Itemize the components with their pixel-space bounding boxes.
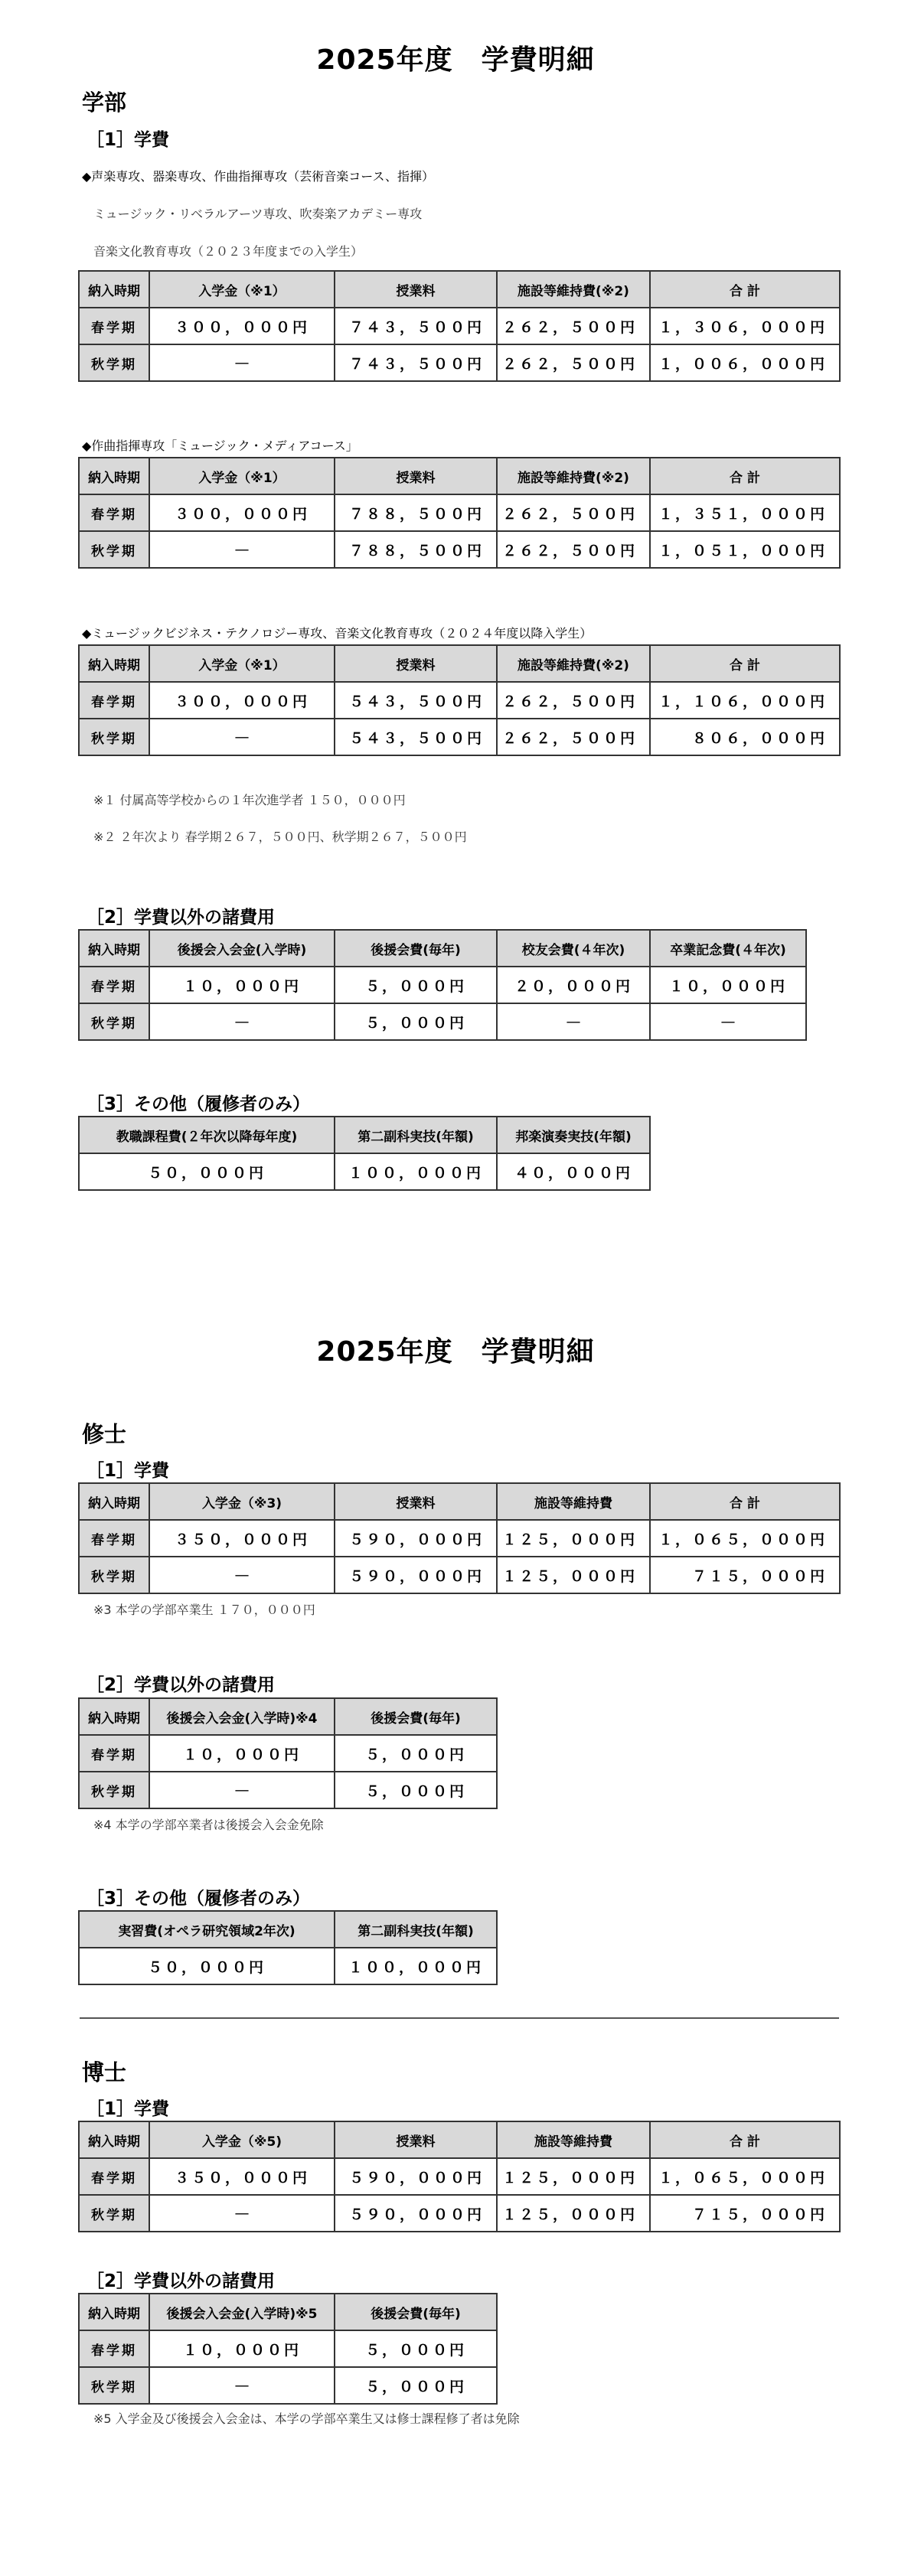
- note-majors-b: ◆作曲指揮専攻「ミュージック・メディアコース」: [82, 439, 358, 453]
- table-cell: ２６２，５００円: [497, 719, 650, 755]
- table-row: [79, 2367, 497, 2404]
- header-cell: 卒業記念費(４年次): [650, 930, 806, 967]
- table-cell: １，０５１，０００円: [650, 531, 840, 568]
- table-cell: １，００６，０００円: [650, 344, 840, 381]
- table-cell: —: [149, 2367, 335, 2404]
- tuition-table-c: [78, 644, 841, 756]
- table-cell: ５０，０００円: [79, 1153, 335, 1190]
- row-label: 秋学期: [79, 719, 149, 755]
- table-cell: ５９０，０００円: [335, 2158, 497, 2195]
- subheading-doctor-tuition: ［1］学費: [87, 2099, 170, 2119]
- header-cell: 入学金（※5): [149, 2121, 335, 2158]
- table-cell: ７１５，０００円: [650, 2195, 840, 2232]
- row-label: 秋学期: [79, 2367, 149, 2404]
- table-cell: ５０，０００円: [79, 1948, 335, 1984]
- table-header-row: [79, 930, 806, 967]
- table-cell: １，３０６，０００円: [650, 308, 840, 344]
- header-cell: 合 計: [650, 458, 840, 494]
- table-cell: ３５０，０００円: [149, 2158, 335, 2195]
- header-cell: 実習費(オペラ研究領域2年次): [79, 1911, 335, 1948]
- table-row: [79, 2330, 497, 2367]
- table-cell: ５，０００円: [335, 967, 497, 1003]
- table-cell: ５９０，０００円: [335, 1557, 497, 1593]
- row-label: 秋学期: [79, 2195, 149, 2232]
- other-fees-table: [78, 929, 807, 1041]
- table-header-row: [79, 2121, 840, 2158]
- header-cell: 納入時期: [79, 930, 149, 967]
- row-label: 秋学期: [79, 1003, 149, 1040]
- table-row: [79, 1520, 840, 1557]
- table-cell: １０，０００円: [149, 967, 335, 1003]
- subheading-other-fees: ［2］学費以外の諸費用: [87, 908, 276, 928]
- table-cell: １０，０００円: [149, 1735, 335, 1772]
- table-cell: ４０，０００円: [497, 1153, 650, 1190]
- master-other-fees-table: [78, 1697, 498, 1809]
- table-cell: ５，０００円: [335, 2330, 497, 2367]
- table-cell: —: [149, 1772, 335, 1808]
- header-cell: 後援会入会金(入学時)※4: [149, 1698, 335, 1735]
- table-row: [79, 344, 840, 381]
- table-cell: ５，０００円: [335, 1772, 497, 1808]
- table-row: [79, 1153, 650, 1190]
- header-cell: 邦楽演奏実技(年額): [497, 1117, 650, 1153]
- header-cell: 納入時期: [79, 645, 149, 682]
- subheading-master-tuition: ［1］学費: [87, 1461, 170, 1481]
- header-cell: 納入時期: [79, 458, 149, 494]
- footnote-3: ※3 本学の学部卒業生 １７０，０００円: [93, 1603, 315, 1617]
- row-label: 春学期: [79, 2158, 149, 2195]
- table-row: [79, 1735, 497, 1772]
- page-title-2: 2025年度 学費明細: [316, 1336, 595, 1368]
- table-header-row: [79, 1698, 497, 1735]
- subheading-tuition: ［1］学費: [87, 130, 170, 150]
- table-cell: ５，０００円: [335, 1735, 497, 1772]
- row-label: 春学期: [79, 682, 149, 719]
- header-cell: 後援会費(毎年): [335, 930, 497, 967]
- row-label: 秋学期: [79, 344, 149, 381]
- header-cell: 施設等維持費: [497, 1483, 650, 1520]
- header-cell: 合 計: [650, 645, 840, 682]
- table-cell: １０，０００円: [149, 2330, 335, 2367]
- table-cell: ２６２，５００円: [497, 344, 650, 381]
- table-cell: １０，０００円: [650, 967, 806, 1003]
- table-cell: ５９０，０００円: [335, 2195, 497, 2232]
- header-cell: 施設等維持費(※2): [497, 271, 650, 308]
- table-cell: １００，０００円: [335, 1948, 497, 1984]
- table-cell: １００，０００円: [335, 1153, 497, 1190]
- subheading-optional-fees: ［3］その他（履修者のみ）: [87, 1094, 311, 1114]
- table-cell: ５，０００円: [335, 2367, 497, 2404]
- footnote-5: ※5 入学金及び後援会入会金は、本学の学部卒業生又は修士課程修了者は免除: [93, 2411, 520, 2426]
- header-cell: 後援会入会金(入学時): [149, 930, 335, 967]
- row-label: 春学期: [79, 308, 149, 344]
- header-cell: 納入時期: [79, 2294, 149, 2330]
- table-row: [79, 1772, 497, 1808]
- table-cell: ２６２，５００円: [497, 308, 650, 344]
- table-cell: ７４３，５００円: [335, 344, 497, 381]
- table-cell: １，０６５，０００円: [650, 2158, 840, 2195]
- table-cell: —: [149, 531, 335, 568]
- table-cell: ８０６，０００円: [650, 719, 840, 755]
- header-cell: 施設等維持費: [497, 2121, 650, 2158]
- row-label: 春学期: [79, 1735, 149, 1772]
- table-cell: ３００，０００円: [149, 308, 335, 344]
- table-cell: ７８８，５００円: [335, 531, 497, 568]
- header-cell: 合 計: [650, 1483, 840, 1520]
- table-cell: —: [149, 344, 335, 381]
- table-cell: ３００，０００円: [149, 682, 335, 719]
- table-cell: ２６２，５００円: [497, 494, 650, 531]
- header-cell: 入学金（※1）: [149, 458, 335, 494]
- table-row: [79, 1557, 840, 1593]
- header-cell: 後援会費(毎年): [335, 2294, 497, 2330]
- master-tuition-table: [78, 1482, 841, 1594]
- row-label: 秋学期: [79, 531, 149, 568]
- header-cell: 授業料: [335, 1483, 497, 1520]
- table-cell: —: [149, 1557, 335, 1593]
- table-cell: —: [149, 719, 335, 755]
- header-cell: 合 計: [650, 2121, 840, 2158]
- table-row: [79, 1003, 806, 1040]
- header-cell: 施設等維持費(※2): [497, 458, 650, 494]
- table-cell: ２６２，５００円: [497, 531, 650, 568]
- header-cell: 施設等維持費(※2): [497, 645, 650, 682]
- table-cell: ５４３，５００円: [335, 719, 497, 755]
- table-cell: １２５，０００円: [497, 1520, 650, 1557]
- table-header-row: [79, 271, 840, 308]
- doctor-other-fees-table: [78, 2293, 498, 2405]
- header-cell: 入学金（※1）: [149, 645, 335, 682]
- header-cell: 教職課程費(２年次以降毎年度): [79, 1117, 335, 1153]
- row-label: 秋学期: [79, 1557, 149, 1593]
- table-cell: ２０，０００円: [497, 967, 650, 1003]
- table-cell: １，０６５，０００円: [650, 1520, 840, 1557]
- footnote-1: ※１ 付属高等学校からの１年次進学者 １５０，０００円: [93, 793, 406, 807]
- row-label: 春学期: [79, 1520, 149, 1557]
- subheading-doctor-other: ［2］学費以外の諸費用: [87, 2271, 276, 2291]
- header-cell: 入学金（※1）: [149, 271, 335, 308]
- table-cell: —: [149, 2195, 335, 2232]
- note-majors-a1: ◆声楽専攻、器楽専攻、作曲指揮専攻（芸術音楽コース、指揮）: [82, 169, 434, 184]
- section-heading-undergrad: 学部: [82, 90, 127, 116]
- table-cell: ５９０，０００円: [335, 1520, 497, 1557]
- table-row: [79, 2158, 840, 2195]
- tuition-table-b: [78, 457, 841, 569]
- table-header-row: [79, 1117, 650, 1153]
- doctor-tuition-table: [78, 2121, 841, 2232]
- row-label: 春学期: [79, 494, 149, 531]
- table-header-row: [79, 645, 840, 682]
- section-heading-doctor: 博士: [82, 2059, 127, 2085]
- header-cell: 納入時期: [79, 1483, 149, 1520]
- table-row: [79, 1948, 497, 1984]
- table-cell: １２５，０００円: [497, 2158, 650, 2195]
- table-cell: １２５，０００円: [497, 2195, 650, 2232]
- header-cell: 納入時期: [79, 271, 149, 308]
- header-cell: 納入時期: [79, 1698, 149, 1735]
- master-optional-fees-table: [78, 1910, 498, 1985]
- row-label: 秋学期: [79, 1772, 149, 1808]
- table-header-row: [79, 2294, 497, 2330]
- section-divider: [80, 2017, 839, 2019]
- table-row: [79, 308, 840, 344]
- header-cell: 後援会費(毎年): [335, 1698, 497, 1735]
- table-cell: ７１５，０００円: [650, 1557, 840, 1593]
- table-header-row: [79, 1911, 497, 1948]
- header-cell: 校友会費(４年次): [497, 930, 650, 967]
- optional-fees-table: [78, 1116, 651, 1191]
- subheading-master-optional: ［3］その他（履修者のみ）: [87, 1889, 311, 1909]
- table-row: [79, 682, 840, 719]
- header-cell: 授業料: [335, 458, 497, 494]
- table-row: [79, 494, 840, 531]
- header-cell: 後援会入会金(入学時)※5: [149, 2294, 335, 2330]
- header-cell: 納入時期: [79, 2121, 149, 2158]
- header-cell: 第二副科実技(年額): [335, 1117, 497, 1153]
- table-cell: １，１０６，０００円: [650, 682, 840, 719]
- footnote-2: ※２ ２年次より 春学期２６７，５００円、秋学期２６７，５００円: [93, 830, 467, 844]
- note-majors-a2: ミュージック・リベラルアーツ専攻、吹奏楽アカデミー専攻: [93, 207, 423, 221]
- table-header-row: [79, 458, 840, 494]
- table-cell: １，３５１，０００円: [650, 494, 840, 531]
- table-cell: ５４３，５００円: [335, 682, 497, 719]
- table-cell: —: [497, 1003, 650, 1040]
- row-label: 春学期: [79, 2330, 149, 2367]
- tuition-table-a: [78, 270, 841, 382]
- table-header-row: [79, 1483, 840, 1520]
- footnote-4: ※4 本学の学部卒業者は後援会入会金免除: [93, 1818, 324, 1832]
- table-cell: １２５，０００円: [497, 1557, 650, 1593]
- header-cell: 授業料: [335, 645, 497, 682]
- header-cell: 授業料: [335, 271, 497, 308]
- table-cell: ２６２，５００円: [497, 682, 650, 719]
- table-cell: ７４３，５００円: [335, 308, 497, 344]
- section-heading-master: 修士: [82, 1421, 127, 1447]
- header-cell: 授業料: [335, 2121, 497, 2158]
- header-cell: 入学金（※3): [149, 1483, 335, 1520]
- subheading-master-other: ［2］学費以外の諸費用: [87, 1675, 276, 1695]
- table-cell: —: [149, 1003, 335, 1040]
- table-cell: —: [650, 1003, 806, 1040]
- page-title: 2025年度 学費明細: [316, 44, 595, 76]
- table-cell: ７８８，５００円: [335, 494, 497, 531]
- table-row: [79, 531, 840, 568]
- note-majors-c: ◆ミュージックビジネス・テクノロジー専攻、音楽文化教育専攻（２０２４年度以降入学生）: [82, 626, 593, 641]
- table-cell: ３００，０００円: [149, 494, 335, 531]
- note-majors-a3: 音楽文化教育専攻（２０２３年度までの入学生）: [93, 244, 364, 259]
- table-cell: ５，０００円: [335, 1003, 497, 1040]
- table-row: [79, 719, 840, 755]
- table-row: [79, 967, 806, 1003]
- table-cell: ３５０，０００円: [149, 1520, 335, 1557]
- header-cell: 合 計: [650, 271, 840, 308]
- header-cell: 第二副科実技(年額): [335, 1911, 497, 1948]
- table-row: [79, 2195, 840, 2232]
- row-label: 春学期: [79, 967, 149, 1003]
